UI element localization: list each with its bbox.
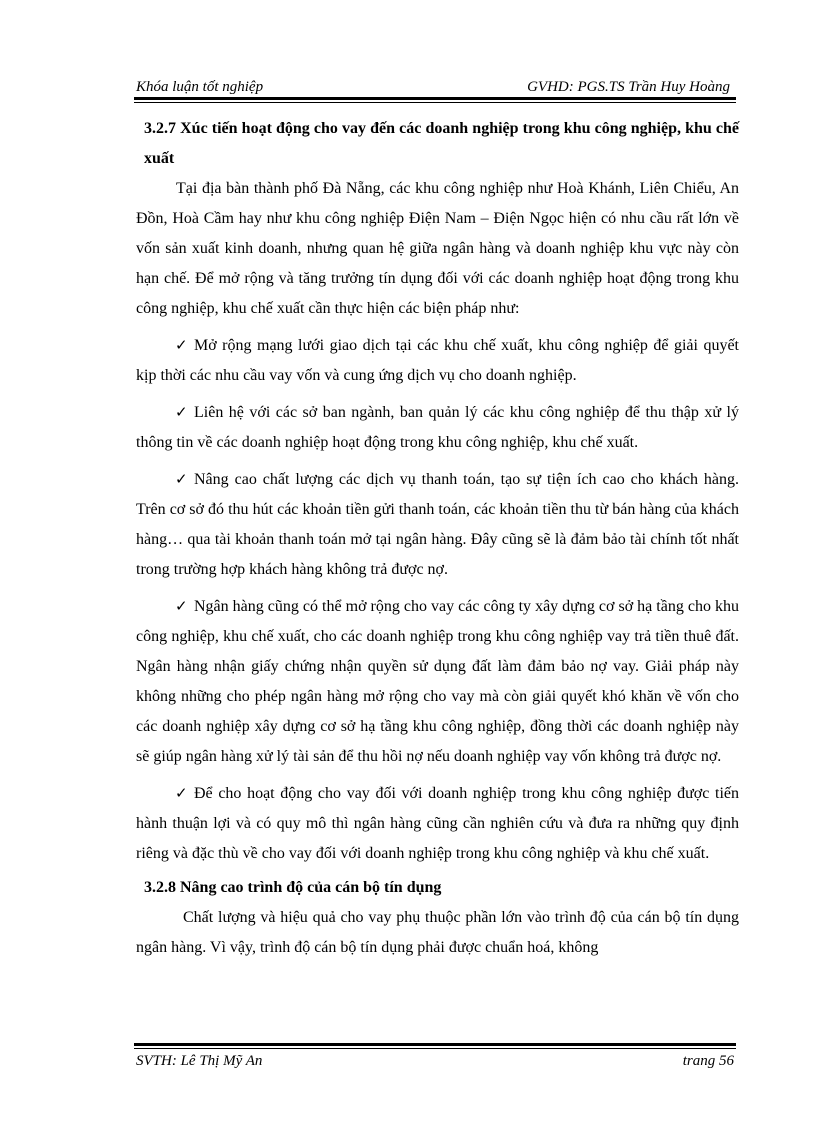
list-item [136,397,739,458]
list-item [136,330,739,391]
page-body [136,110,739,963]
checkmark-icon: ✓ [175,336,188,354]
list-item [136,591,739,772]
checkmark-icon: ✓ [175,470,188,488]
list-item-text: Mở rộng mạng lưới giao dịch tại các khu chế xuất, khu công nghiệp để giải quyết kịp thời các nhu cầu vay vốn và cung ứng dịch vụ cho doanh nghiệp. [136,337,739,384]
checkmark-icon: ✓ [175,784,188,802]
footer-rule [134,1043,736,1046]
header-thesis-label: Khóa luận tốt nghiệp [136,79,264,95]
footer-student: SVTH: Lê Thị Mỹ An [136,1053,263,1069]
list-item-text: Nâng cao chất lượng các dịch vụ thanh toán, tạo sự tiện ích cao cho khách hàng. Trên cơ sở đó thu hút các khoản tiền gửi thanh toán, các khoản tiền thu từ bán hàng của khách hàng… qua tài khoản thanh toán mở tại ngân hàng. Đây cũng sẽ là đảm bảo tài chính tốt nhất trong trường hợp khách hàng không trả được nợ. [136,471,739,578]
list-item-text: Để cho hoạt động cho vay đối với doanh nghiệp trong khu công nghiệp được tiến hành thuận lợi và có quy mô thì ngân hàng cũng cần nghiên cứu và đưa ra những quy định riêng và đặc thù về cho vay đối với doanh nghiệp trong khu công nghiệp và khu chế xuất. [136,785,739,862]
header-advisor: GVHD: PGS.TS Trần Huy Hoàng [527,79,730,95]
footer-rule-thin [134,1048,736,1049]
page-number: trang 56 [682,1053,734,1069]
closing-paragraph: Chất lượng và hiệu quả cho vay phụ thuộc phần lớn vào trình độ của cán bộ tín dụng ngân hàng. Vì vậy, trình độ cán bộ tín dụng phải được chuẩn hoá, không [136,909,739,956]
list-item-text: Ngân hàng cũng có thể mở rộng cho vay các công ty xây dựng cơ sở hạ tầng cho khu công nghiệp, khu chế xuất, cho các doanh nghiệp trong khu công nghiệp vay trả tiền thuê đất. Ngân hàng nhận giấy chứng nhận quyền sử dụng đất làm đảm bảo nợ vay. Giải pháp này không những cho phép ngân hàng mở rộng cho vay mà còn giải quyết khó khăn về vốn cho các doanh nghiệp xây dựng cơ sở hạ tầng khu công nghiệp, đồng thời các doanh nghiệp này sẽ giúp ngân hàng xử lý tài sản để thu hồi nợ nếu doanh nghiệp vay vốn không trả được nợ. [136,598,739,765]
page-header [134,76,736,98]
list-item [136,464,739,585]
intro-paragraph: Tại địa bàn thành phố Đà Nẵng, các khu công nghiệp như Hoà Khánh, Liên Chiểu, An Đồn, Hoà Cầm hay như khu công nghiệp Điện Nam – Điện Ngọc hiện có nhu cầu rất lớn về vốn sản xuất kinh doanh, nhưng quan hệ giữa ngân hàng và doanh nghiệp khu vực này còn hạn chế. Để mở rộng và tăng trưởng tín dụng đối với các doanh nghiệp hoạt động trong khu công nghiệp, khu chế xuất cần thực hiện các biện pháp như: [136,180,739,317]
page-footer [134,1050,736,1072]
header-rule-thin [134,102,736,103]
checkmark-icon: ✓ [175,403,188,421]
section-heading-3-2-7: 3.2.7 Xúc tiến hoạt động cho vay đến các doanh nghiệp trong khu công nghiệp, khu chế xuất [144,120,739,167]
section-heading-3-2-8: 3.2.8 Nâng cao trình độ của cán bộ tín dụng [144,879,442,896]
list-item-text: Liên hệ với các sở ban ngành, ban quản lý các khu công nghiệp để thu thập xử lý thông tin về các doanh nghiệp hoạt động trong khu công nghiệp, khu chế xuất. [136,404,739,451]
header-rule [134,97,736,100]
list-item [136,778,739,869]
checkmark-icon: ✓ [175,597,188,615]
